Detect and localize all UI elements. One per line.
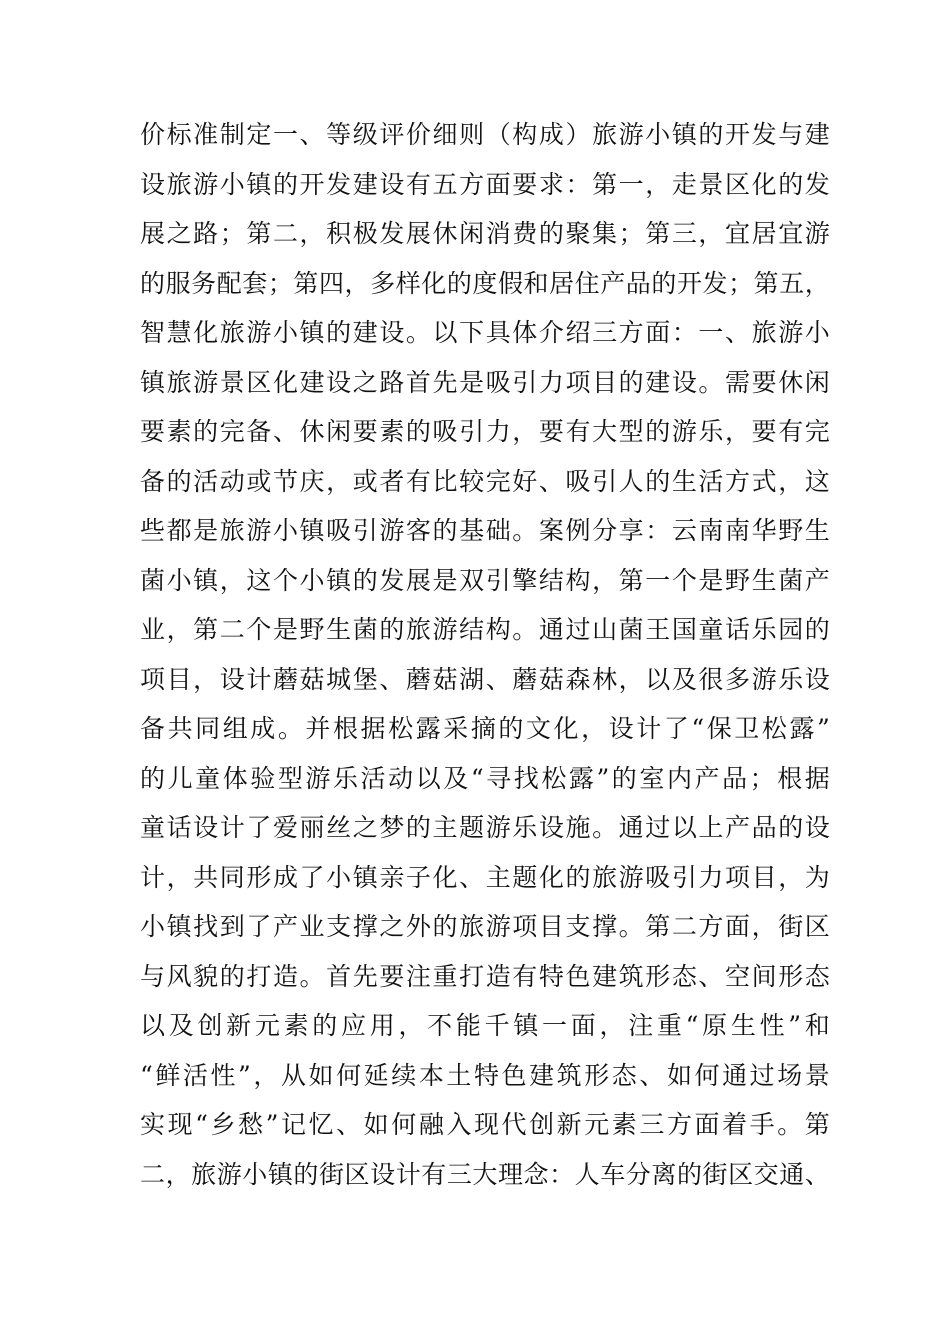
- text-line: 展之路；第二，积极发展休闲消费的聚集；第三，宜居宜游: [140, 219, 830, 248]
- text-line: 实现“乡愁”记忆、如何融入现代创新元素三方面着手。第: [140, 1110, 830, 1139]
- text-line: 价标准制定一、等级评价细则（构成）旅游小镇的开发与建: [140, 120, 830, 149]
- text-line: 些都是旅游小镇吸引游客的基础。案例分享：云南南华野生: [140, 516, 830, 545]
- text-line: 小镇找到了产业支撑之外的旅游项目支撑。第二方面，街区: [140, 912, 830, 941]
- body-text: [140, 110, 830, 1199]
- text-line: 镇旅游景区化建设之路首先是吸引力项目的建设。需要休闲: [140, 367, 830, 397]
- text-line: 项目，设计蘑菇城堡、蘑菇湖、蘑菇森林，以及很多游乐设: [140, 664, 830, 694]
- text-line: 备共同组成。并根据松露采摘的文化，设计了“保卫松露”: [140, 714, 830, 743]
- text-line: 业，第二个是野生菌的旅游结构。通过山菌王国童话乐园的: [140, 615, 830, 644]
- text-line: 与风貌的打造。首先要注重打造有特色建筑形态、空间形态: [140, 961, 830, 991]
- text-line: 要素的完备、休闲要素的吸引力，要有大型的游乐，要有完: [140, 417, 830, 446]
- text-line: 智慧化旅游小镇的建设。以下具体介绍三方面：一、旅游小: [140, 318, 830, 347]
- text-line: 备的活动或节庆，或者有比较完好、吸引人的生活方式，这: [140, 466, 830, 496]
- text-line: 的儿童体验型游乐活动以及“寻找松露”的室内产品；根据: [140, 763, 830, 793]
- text-line: 童话设计了爱丽丝之梦的主题游乐设施。通过以上产品的设: [140, 813, 830, 842]
- text-line: 二，旅游小镇的街区设计有三大理念：人车分离的街区交通、: [140, 1159, 830, 1189]
- text-line: 设旅游小镇的开发建设有五方面要求：第一，走景区化的发: [140, 169, 830, 199]
- text-line: “鲜活性”，从如何延续本土特色建筑形态、如何通过场景: [140, 1060, 830, 1090]
- text-line: 以及创新元素的应用，不能千镇一面，注重“原生性”和: [140, 1011, 830, 1040]
- text-line: 菌小镇，这个小镇的发展是双引擎结构，第一个是野生菌产: [140, 565, 830, 595]
- text-line: 的服务配套；第四，多样化的度假和居住产品的开发；第五，: [140, 268, 830, 298]
- text-line: 计，共同形成了小镇亲子化、主题化的旅游吸引力项目，为: [140, 862, 830, 892]
